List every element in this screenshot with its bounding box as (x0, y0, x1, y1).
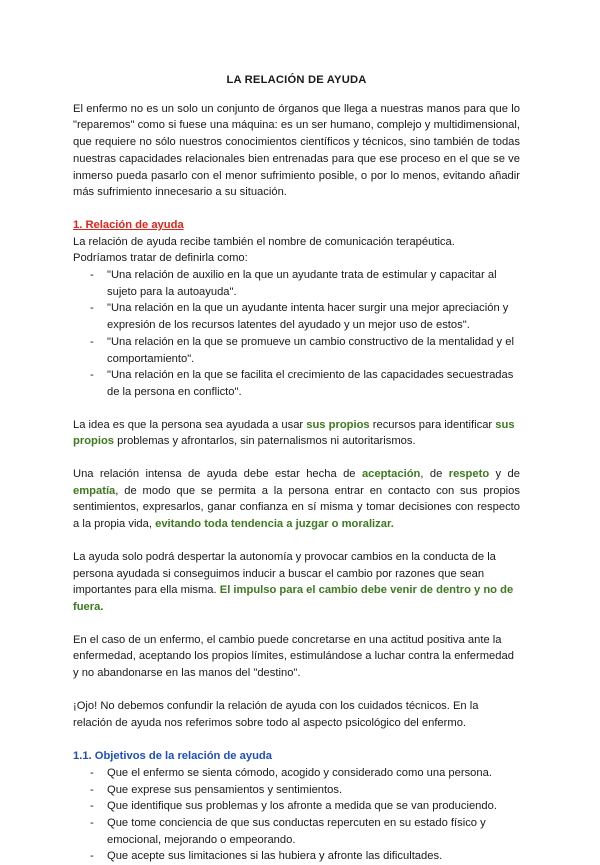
highlight-text: evitando toda tendencia a juzgar o moralizar. (155, 518, 394, 531)
autonomia-paragraph (73, 549, 520, 616)
document-page (73, 72, 520, 865)
section-heading-1 (73, 217, 520, 234)
section-heading-1-text: 1. Relación de ayuda (73, 218, 184, 231)
section1-line2: Podríamos tratar de definirla como: (73, 252, 248, 265)
text-run: y de (489, 468, 520, 481)
highlight-text: aceptación (361, 468, 421, 481)
list-item: - Que el enfermo se sienta cómodo, acogido y considerado como una persona. (73, 765, 520, 782)
idea-paragraph (73, 417, 520, 450)
highlight-text: respeto (448, 468, 490, 481)
highlight-text: sus propios (73, 418, 515, 448)
enfermo-paragraph: En el caso de un enfermo, el cambio puede concretarse en una actitud positiva ante la enfermedad, aceptando los propios límites, estimulándose a luchar contra la enfermedad y no abandonarse en las manos del "destino". (73, 633, 514, 680)
text-run: , de (420, 468, 449, 481)
highlight-text: empatía (73, 484, 116, 497)
list-item: - Que exprese sus pensamientos y sentimientos. (73, 782, 520, 799)
relacion-intensa-paragraph (73, 466, 520, 533)
objetivos-list (73, 765, 520, 865)
text-run: problemas y afrontarlos, sin paternalismos ni autoritarismos. (114, 435, 416, 448)
list-item: - Que tome conciencia de que sus conductas repercuten en su estado físico y emocional, mejorando o empeorando. (73, 815, 520, 848)
list-item: - "Una relación en la que se promueve un cambio constructivo de la mentalidad y el comportamiento". (73, 334, 520, 367)
section1-line1: La relación de ayuda recibe también el nombre de comunicación terapéutica. (73, 235, 455, 248)
text-run: recursos para identificar (369, 418, 496, 431)
intro-paragraph: El enfermo no es un solo un conjunto de órganos que llega a nuestras manos para que lo "reparemos" como si fuese una máquina: es un ser humano, complejo y multidimensional, que requiere no sólo nuestros conocimientos científicos y técnicos, sino también de todas nuestras capacidades relacionales bien entrenadas para que ese proceso en el que se ve inmerso pueda pasarlo con el menor sufrimiento posible, o por lo menos, evitando añadir más sufrimiento innecesario a su situación. (73, 102, 520, 199)
text-run: La idea es que la persona sea ayudada a usar (73, 418, 307, 431)
list-item: - Que acepte sus limitaciones si las hubiera y afronte las dificultades. (73, 848, 520, 865)
text-run: Una relación intensa de ayuda debe estar hecha de (73, 468, 362, 481)
section-heading-1-1: 1.1. Objetivos de la relación de ayuda (73, 750, 272, 763)
text-run: La ayuda solo podrá despertar la autonomía y provocar cambios en la conducta de la persona ayudada si conseguimos inducir a buscar el cambio por razones que sean importantes para ella misma. (73, 550, 496, 597)
ojo-paragraph: ¡Ojo! No debemos confundir la relación de ayuda con los cuidados técnicos. En la relación de ayuda nos referimos sobre todo al aspecto psicológico del enfermo. (73, 699, 479, 729)
page-title: LA RELACIÓN DE AYUDA (226, 74, 367, 86)
list-item: - "Una relación de auxilio en la que un ayudante trata de estimular y capacitar al sujeto para la autoayuda". (73, 267, 520, 300)
highlight-text: sus propios (306, 418, 370, 431)
definitions-list (73, 267, 520, 401)
list-item: - "Una relación en la que se facilita el crecimiento de las capacidades secuestradas de la persona en conflicto". (73, 367, 520, 400)
text-run: , de modo que se permita a la persona entrar en contacto con sus propios sentimientos, expresarlos, ganar confianza en sí misma y tomar decisiones con respecto a la propia vida, (73, 484, 520, 531)
list-item: - Que identifique sus problemas y los afronte a medida que se van produciendo. (73, 798, 520, 815)
highlight-text: El impulso para el cambio debe venir de dentro y no de fuera. (73, 584, 514, 613)
list-item: - "Una relación en la que un ayudante intenta hacer surgir una mejor apreciación y expresión de los recursos latentes del ayudado y un mejor uso de estos". (73, 300, 520, 333)
